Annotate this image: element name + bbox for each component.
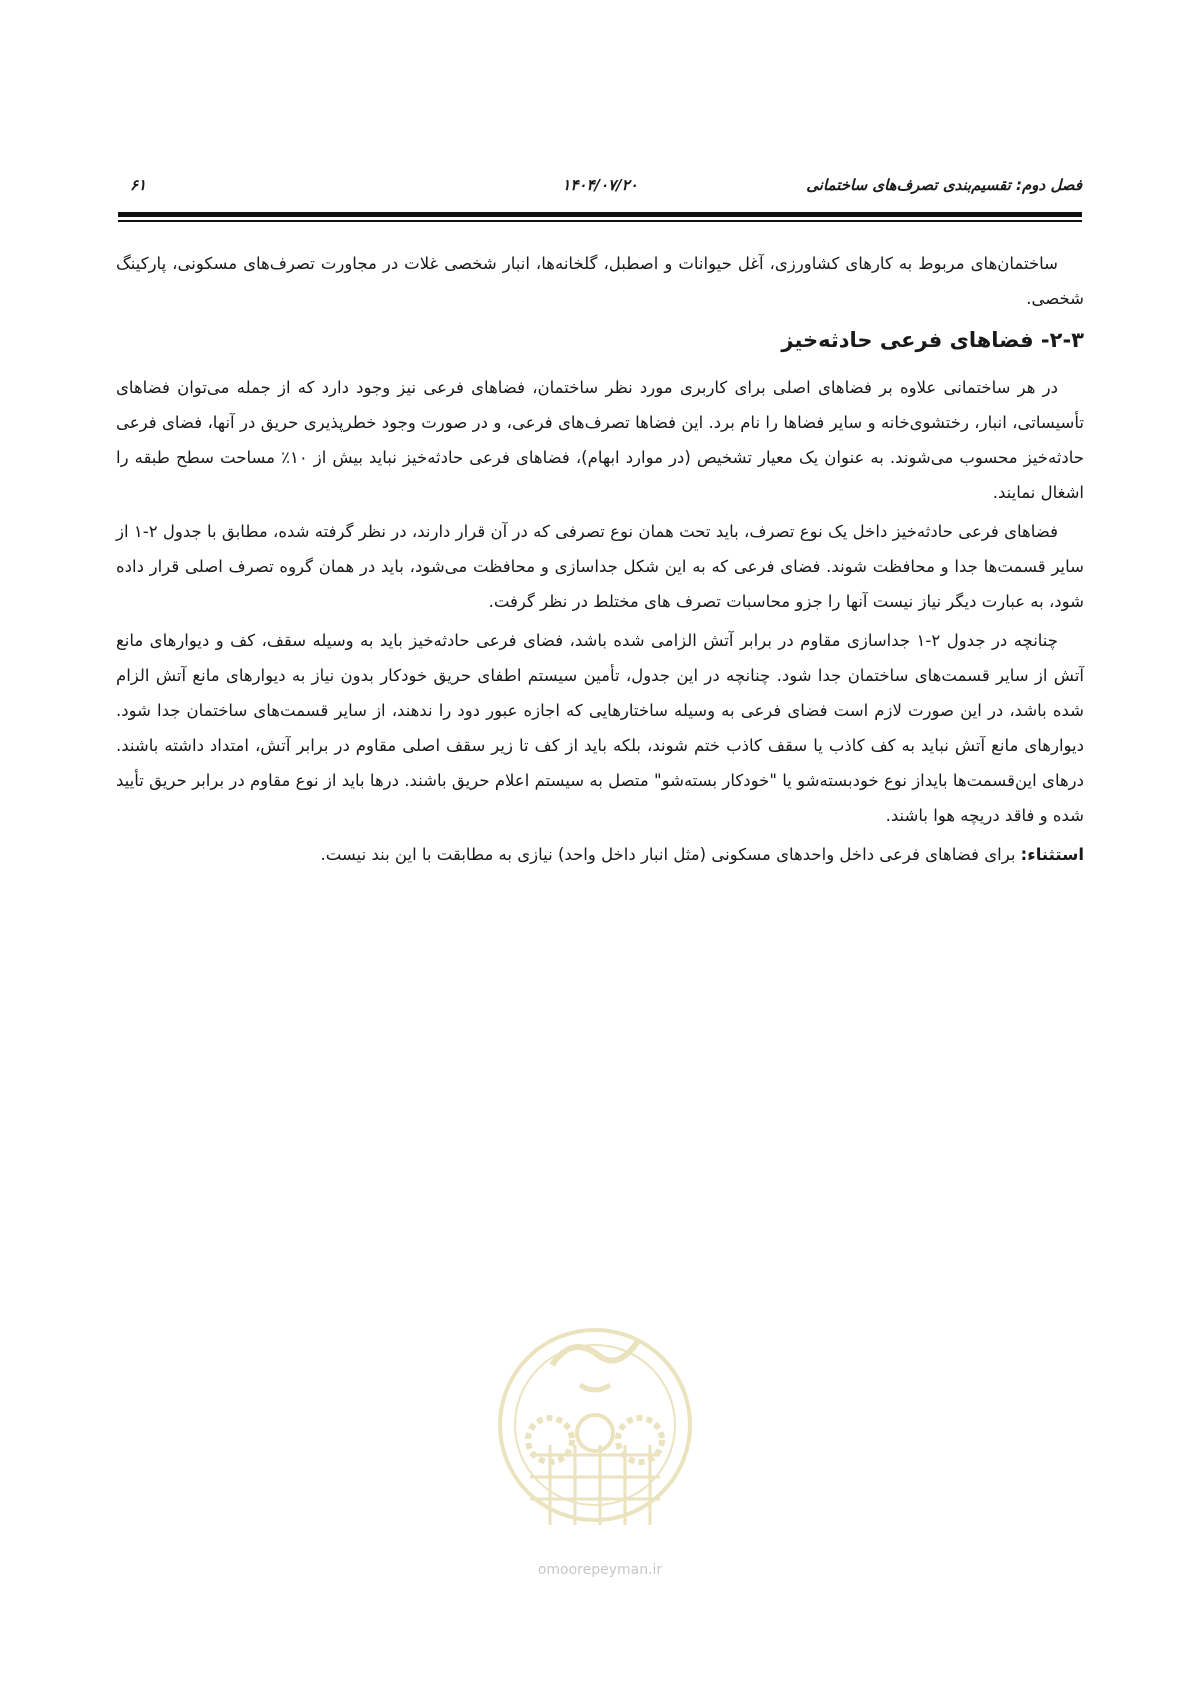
exception-label: استثناء: [1020,845,1084,864]
exception-text: برای فضاهای فرعی داخل واحدهای مسکونی (مثل انبار داخل واحد) نیازی به مطابقت با این بند نیست. [320,845,1021,864]
header-rule-thin [118,220,1082,222]
header-date: ۱۴۰۴/۰۷/۲۰ [562,176,638,194]
paragraph-2: فضاهای فرعی حادثه‌خیز داخل یک نوع تصرف، باید تحت همان نوع تصرفی که در آن قرار دارند، در نظر گرفته شده، مطابق با جدول ۲-۱ از سایر قسمت‌ها جدا و محافظت شوند. فضای فرعی که به این شکل جداسازی و محافظت می‌شود، باید در همان گروه تصرف اصلی قرار داده شود، به عبارت دیگر نیاز نیست آنها را جزو محاسبات تصرف های مختلط در نظر گرفت. [116,522,1084,611]
watermark-url: omoorepeyman.ir [537,1562,663,1578]
watermark-logo [490,1255,700,1565]
page-number: ۶۱ [130,176,147,194]
exception-note [116,837,1084,872]
chapter-title: فصل دوم: تقسیم‌بندی تصرف‌های ساختمانی [806,176,1082,194]
header-rule-thick [118,212,1082,217]
page-header [118,176,1082,206]
section-heading: ۲-۳- فضاهای فرعی حادثه‌خیز [781,328,1084,352]
paragraph-3: چنانچه در جدول ۲-۱ جداسازی مقاوم در برابر آتش الزامی شده باشد، فضای فرعی حادثه‌خیز باید به وسیله سقف، کف و دیوارهای مانع آتش از سایر قسمت‌های ساختمان جدا شود. چنانچه در این جدول، تأمین سیستم اطفای حریق خودکار بدون نیاز به دیوارهای مانع آتش الزام شده باشد، در این صورت لازم است فضای فرعی به وسیله ساختارهایی که اجازه عبور دود را ندهند، از سایر قسمت‌های ساختمان جدا شود. دیوارهای مانع آتش نباید به کف کاذب یا سقف کاذب ختم شوند، بلکه باید از کف تا زیر سقف اصلی مقاوم در برابر آتش، امتداد داشته باشند. درهای این‌قسمت‌ها بایداز نوع خودبسته‌شو یا "خودکار بسته‌شو" متصل به سیستم اعلام حریق باشند. درها باید از نوع مقاوم در برابر حریق تأیید شده و فاقد دریچه هوا باشند. [116,631,1084,825]
paragraph-1: در هر ساختمانی علاوه بر فضاهای اصلی برای کاربری مورد نظر ساختمان، فضاهای فرعی نیز وجود دارد که از جمله می‌توان فضاهای تأسیساتی، انبار، رختشوی‌خانه و سایر فضاها را نام برد. این فضاها تصرف‌های فرعی، و در صورت وجود خطرپذیری حریق در آنها، فضای فرعی حادثه‌خیز محسوب می‌شوند. به عنوان یک معیار تشخیص (در موارد ابهام)، فضاهای فرعی حادثه‌خیز نباید بیش از ۱۰٪ مساحت سطح طبقه را اشغال نمایند. [116,378,1084,502]
body-text [116,246,1084,876]
intro-paragraph: ساختمان‌های مربوط به کارهای کشاورزی، آغل حیوانات و اصطبل، گلخانه‌ها، انبار شخصی غلات در مجاورت تصرف‌های مسکونی، پارکینگ شخصی. [116,254,1084,308]
